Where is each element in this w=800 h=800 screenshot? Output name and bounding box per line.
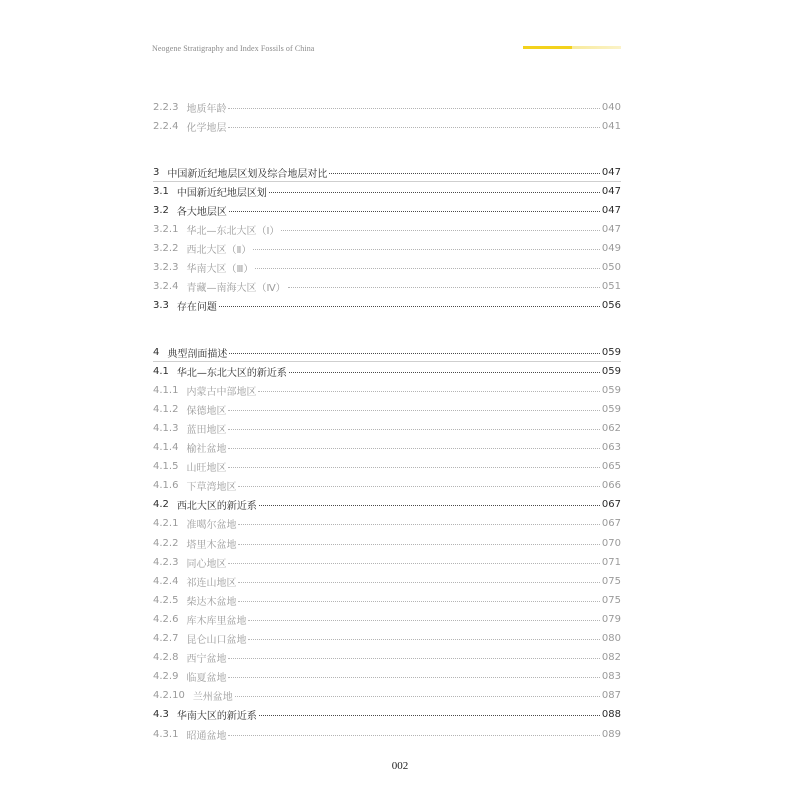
toc-entry-page: 063	[601, 442, 621, 453]
toc-entry[interactable]	[153, 687, 621, 705]
toc-entry-title: 华北—东北大区的新近系	[176, 367, 287, 379]
dot-leader	[258, 391, 599, 392]
toc-entry-title: 存在问题	[176, 302, 217, 314]
dot-leader	[228, 127, 599, 128]
toc-entry-number: 4.1.5	[153, 461, 179, 473]
toc-entry[interactable]	[153, 163, 621, 181]
toc-entry[interactable]	[153, 496, 621, 514]
dot-leader	[259, 505, 600, 506]
toc-entry-page: 089	[601, 728, 621, 740]
dot-leader	[248, 639, 599, 640]
toc-entry-title: 同心地区	[186, 558, 227, 570]
toc-entry-page: 047	[601, 224, 621, 235]
toc-entry-number: 4.2.5	[153, 594, 179, 606]
toc-entry[interactable]	[153, 534, 621, 552]
toc-entry[interactable]	[153, 259, 621, 277]
toc-entry-title: 青藏—南海大区（Ⅳ）	[186, 283, 286, 295]
toc-entry-number: 4.1.1	[153, 384, 179, 396]
toc-entry[interactable]	[153, 553, 621, 571]
toc-entry[interactable]	[153, 400, 621, 418]
toc-entry-title: 内蒙古中部地区	[186, 386, 257, 398]
toc-entry[interactable]	[153, 343, 621, 361]
dot-leader	[253, 249, 600, 250]
dot-leader	[235, 696, 600, 697]
toc-entry-title: 塔里木盆地	[186, 539, 237, 551]
toc-entry-page: 047	[601, 204, 621, 216]
toc-entry-number: 3.2.4	[153, 281, 179, 293]
dot-leader	[269, 192, 600, 193]
toc-entry-title: 蓝田地区	[186, 424, 227, 436]
dot-leader	[228, 429, 599, 430]
toc-entry-number: 4.2	[153, 499, 169, 511]
dot-leader	[228, 467, 599, 468]
toc-entry-title: 化学地层	[186, 122, 227, 134]
toc-entry-page: 041	[601, 120, 621, 132]
dot-leader	[329, 173, 600, 174]
toc-entry-title: 昭通盆地	[186, 730, 227, 742]
toc-entry[interactable]	[153, 98, 621, 116]
toc-entry[interactable]	[153, 182, 621, 200]
dot-leader	[229, 353, 600, 354]
toc-entry-number: 4.3	[153, 709, 169, 721]
toc-entry-page: 062	[601, 422, 621, 434]
toc-entry-number: 4.2.2	[153, 537, 179, 549]
toc-entry[interactable]	[153, 477, 621, 495]
toc-entry-number: 4.3.1	[153, 728, 179, 740]
toc-entry-page: 067	[601, 518, 621, 530]
toc-entry-title: 下草湾地区	[186, 482, 237, 494]
toc-entry-page: 088	[601, 709, 621, 721]
toc-entry-page: 047	[601, 185, 621, 197]
toc-entry[interactable]	[153, 201, 621, 219]
dot-leader	[219, 306, 600, 307]
toc-entry-title: 典型剖面描述	[167, 348, 228, 360]
toc-entry-page: 051	[601, 281, 621, 293]
toc-entry[interactable]	[153, 610, 621, 628]
dot-leader	[255, 268, 600, 269]
toc-entry-page: 075	[601, 575, 621, 587]
toc-entry-title: 兰州盆地	[192, 692, 233, 704]
toc-entry[interactable]	[153, 117, 621, 135]
toc-entry-title: 各大地层区	[176, 206, 227, 218]
toc-entry-page: 075	[601, 594, 621, 606]
toc-entry-number: 4.1.4	[153, 442, 179, 453]
toc-entry-title: 榆社盆地	[186, 444, 227, 455]
toc-entry-number: 4	[153, 346, 160, 358]
toc-entry-page: 079	[601, 613, 621, 625]
toc-entry-number: 3	[153, 166, 160, 178]
dot-leader	[228, 108, 599, 109]
toc-entry[interactable]	[153, 278, 621, 296]
toc-entry-number: 4.2.6	[153, 613, 179, 625]
header-accent-bar	[523, 46, 621, 49]
dot-leader	[259, 715, 600, 716]
toc-entry[interactable]	[153, 381, 621, 399]
page-number: 002	[391, 760, 409, 772]
toc-entry-page: 067	[601, 499, 621, 511]
toc-entry[interactable]	[153, 439, 621, 457]
dot-leader	[228, 658, 599, 659]
toc-entry-number: 3.2.2	[153, 243, 179, 255]
toc-entry-number: 2.2.4	[153, 120, 179, 132]
toc-entry-number: 3.3	[153, 300, 169, 312]
toc-entry-number: 4.2.9	[153, 671, 179, 683]
toc-entry-page: 040	[601, 101, 621, 113]
toc-entry-page: 059	[601, 384, 621, 396]
dot-leader	[228, 448, 599, 449]
dot-leader	[228, 563, 599, 564]
toc-entry-page: 082	[601, 652, 621, 664]
toc-entry-page: 087	[601, 690, 621, 702]
toc-entry[interactable]	[153, 240, 621, 258]
toc-entry-title: 准噶尔盆地	[186, 520, 237, 532]
toc-entry-number: 3.2	[153, 204, 169, 216]
toc-entry[interactable]	[153, 572, 621, 590]
toc-entry-number: 2.2.3	[153, 101, 179, 113]
toc-entry-number: 4.1.6	[153, 480, 179, 492]
dot-leader	[238, 601, 599, 602]
toc-entry-title: 华北—东北大区（Ⅰ）	[186, 226, 280, 237]
dot-leader	[229, 211, 600, 212]
toc-entry-page: 047	[601, 166, 621, 178]
toc-entry-number: 4.2.8	[153, 652, 179, 664]
toc-entry-page: 070	[601, 537, 621, 549]
toc-entry-number: 3.2.1	[153, 224, 179, 235]
toc-entry-page: 065	[601, 461, 621, 473]
dot-leader	[238, 544, 599, 545]
toc-entry-number: 4.1.2	[153, 403, 179, 415]
toc-entry[interactable]	[153, 668, 621, 686]
toc-entry[interactable]	[153, 591, 621, 609]
toc-entry-title: 华南大区的新近系	[176, 711, 257, 723]
toc-entry[interactable]	[153, 419, 621, 437]
toc-entry[interactable]	[153, 221, 621, 239]
toc-entry-page: 050	[601, 262, 621, 274]
dot-leader	[238, 486, 599, 487]
toc-entry-number: 4.2.7	[153, 633, 179, 644]
toc-entry-number: 4.2.4	[153, 575, 179, 587]
toc-entry-page: 059	[601, 346, 621, 358]
toc-entry-number: 4.1.3	[153, 422, 179, 434]
toc-entry-title: 中国新近纪地层区划及综合地层对比	[167, 168, 328, 180]
toc-entry-title: 西北大区（Ⅱ）	[186, 245, 252, 257]
toc-entry[interactable]	[153, 515, 621, 533]
dot-leader	[228, 735, 599, 736]
toc-entry-title: 西宁盆地	[186, 654, 227, 666]
dot-leader	[228, 410, 599, 411]
toc-entry-page: 059	[601, 403, 621, 415]
dot-leader	[288, 287, 600, 288]
toc-entry[interactable]	[153, 649, 621, 667]
toc-entry-title: 山旺地区	[186, 463, 227, 475]
dot-leader	[281, 230, 600, 231]
toc-entry-number: 4.2.3	[153, 556, 179, 568]
toc-entry-number: 4.1	[153, 365, 169, 377]
toc-entry[interactable]	[153, 630, 621, 648]
running-header-title: Neogene Stratigraphy and Index Fossils of China	[152, 44, 315, 53]
toc-entry[interactable]	[153, 706, 621, 724]
toc-entry-title: 祁连山地区	[186, 577, 237, 589]
toc-entry-page: 066	[601, 480, 621, 492]
toc-entry-number: 4.2.1	[153, 518, 179, 530]
toc-entry-title: 华南大区（Ⅲ）	[186, 264, 254, 276]
toc-entry-page: 080	[601, 633, 621, 644]
toc-entry-title: 库木库里盆地	[186, 615, 247, 627]
toc-entry[interactable]	[153, 297, 621, 315]
dot-leader	[228, 677, 599, 678]
toc-entry-page: 071	[601, 556, 621, 568]
toc-entry-title: 柴达木盆地	[186, 596, 237, 608]
toc-entry-page: 049	[601, 243, 621, 255]
toc-entry-title: 中国新近纪地层区划	[176, 187, 267, 199]
toc-entry-page: 083	[601, 671, 621, 683]
toc-entry[interactable]	[153, 458, 621, 476]
toc-entry-number: 3.1	[153, 185, 169, 197]
dot-leader	[238, 524, 599, 525]
toc-entry-page: 059	[601, 365, 621, 377]
toc-entry-title: 西北大区的新近系	[176, 501, 257, 513]
toc-entry-title: 昆仑山口盆地	[186, 635, 247, 646]
dot-leader	[248, 620, 599, 621]
toc-entry-title: 地质年龄	[186, 103, 227, 115]
toc-entry[interactable]	[153, 725, 621, 743]
toc-entry-page: 056	[601, 300, 621, 312]
dot-leader	[238, 582, 599, 583]
dot-leader	[289, 372, 600, 373]
toc-entry-number: 4.2.10	[153, 690, 185, 702]
toc-entry-title: 临夏盆地	[186, 673, 227, 685]
toc-entry[interactable]	[153, 362, 621, 380]
toc-entry-title: 保德地区	[186, 405, 227, 417]
toc-entry-number: 3.2.3	[153, 262, 179, 274]
